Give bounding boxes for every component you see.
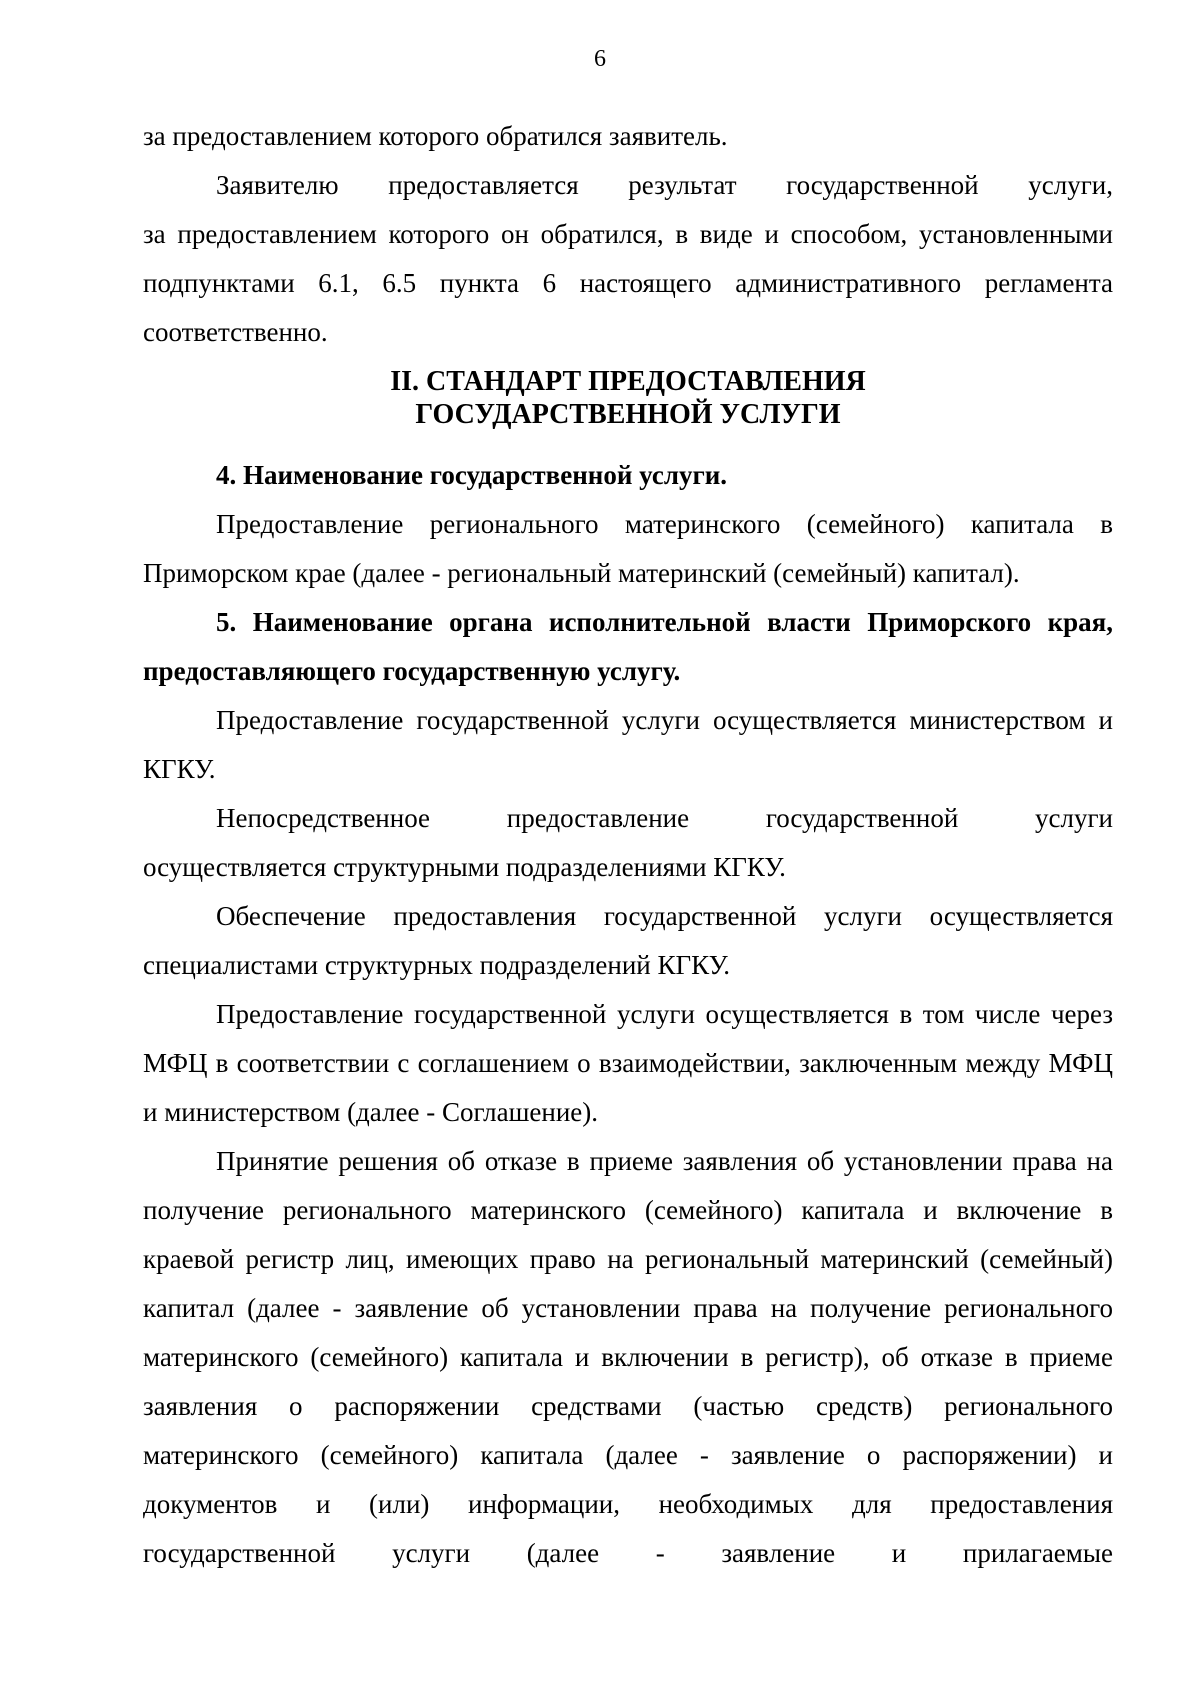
section-title-line1: II. СТАНДАРТ ПРЕДОСТАВЛЕНИЯ bbox=[390, 366, 866, 397]
paragraph-applicant-continuation: за предоставлением которого обратился заявитель. bbox=[143, 121, 728, 151]
paragraph-ministry: Предоставление государственной услуги осуществляется министерством и КГКУ. bbox=[143, 705, 1113, 784]
section-title bbox=[143, 365, 1113, 431]
section-title-line2: ГОСУДАРСТВЕННОЙ УСЛУГИ bbox=[415, 399, 841, 430]
subsection-heading-4: 4. Наименование государственной услуги. bbox=[216, 460, 728, 490]
subsection-heading-5: 5. Наименование органа исполнительной власти Приморского края, предоставляющего государственную услугу. bbox=[143, 607, 1113, 686]
document-body bbox=[143, 112, 1113, 1578]
paragraph-specialists: Обеспечение предоставления государственной услуги осуществляется специалистами структурных подразделений КГКУ. bbox=[143, 901, 1113, 980]
paragraph-direct-provision-line1: Непосредственное предоставление государственной услуги bbox=[216, 803, 1113, 833]
paragraph-service-name: Предоставление регионального материнского (семейного) капитала в Приморском крае (далее - региональный материнский (семейный) капитал). bbox=[143, 509, 1113, 588]
paragraph-direct-provision-rest: осуществляется структурными подразделениями КГКУ. bbox=[143, 852, 786, 882]
paragraph-refusal: Принятие решения об отказе в приеме заявления об установлении права на получение регионального материнского (семейного) капитала и включение в краевой регистр лиц, имеющих право на региональный материнский (семейный) капитал (далее - заявление об установлении права на получение регионального материнского (семейного) капитала и включении в регистр), об отказе в приеме заявления о распоряжении средствами (частью средств) регионального материнского (семейного) капитала (далее - заявление о распоряжении) и документов и (или) информации, необходимых для предоставления государственной услуги (далее - заявление и прилагаемые bbox=[143, 1146, 1113, 1568]
page-number: 6 bbox=[594, 46, 606, 72]
paragraph-result-rest: за предоставлением которого он обратился, в виде и способом, установленными подпунктами 6.1, 6.5 пункта 6 настоящего административного регламента соответственно. bbox=[143, 219, 1113, 347]
paragraph-result-line1: Заявителю предоставляется результат государственной услуги, bbox=[216, 170, 1113, 200]
paragraph-mfc: Предоставление государственной услуги осуществляется в том числе через МФЦ в соответствии с соглашением о взаимодействии, заключенным между МФЦ и министерством (далее - Соглашение). bbox=[143, 999, 1113, 1127]
